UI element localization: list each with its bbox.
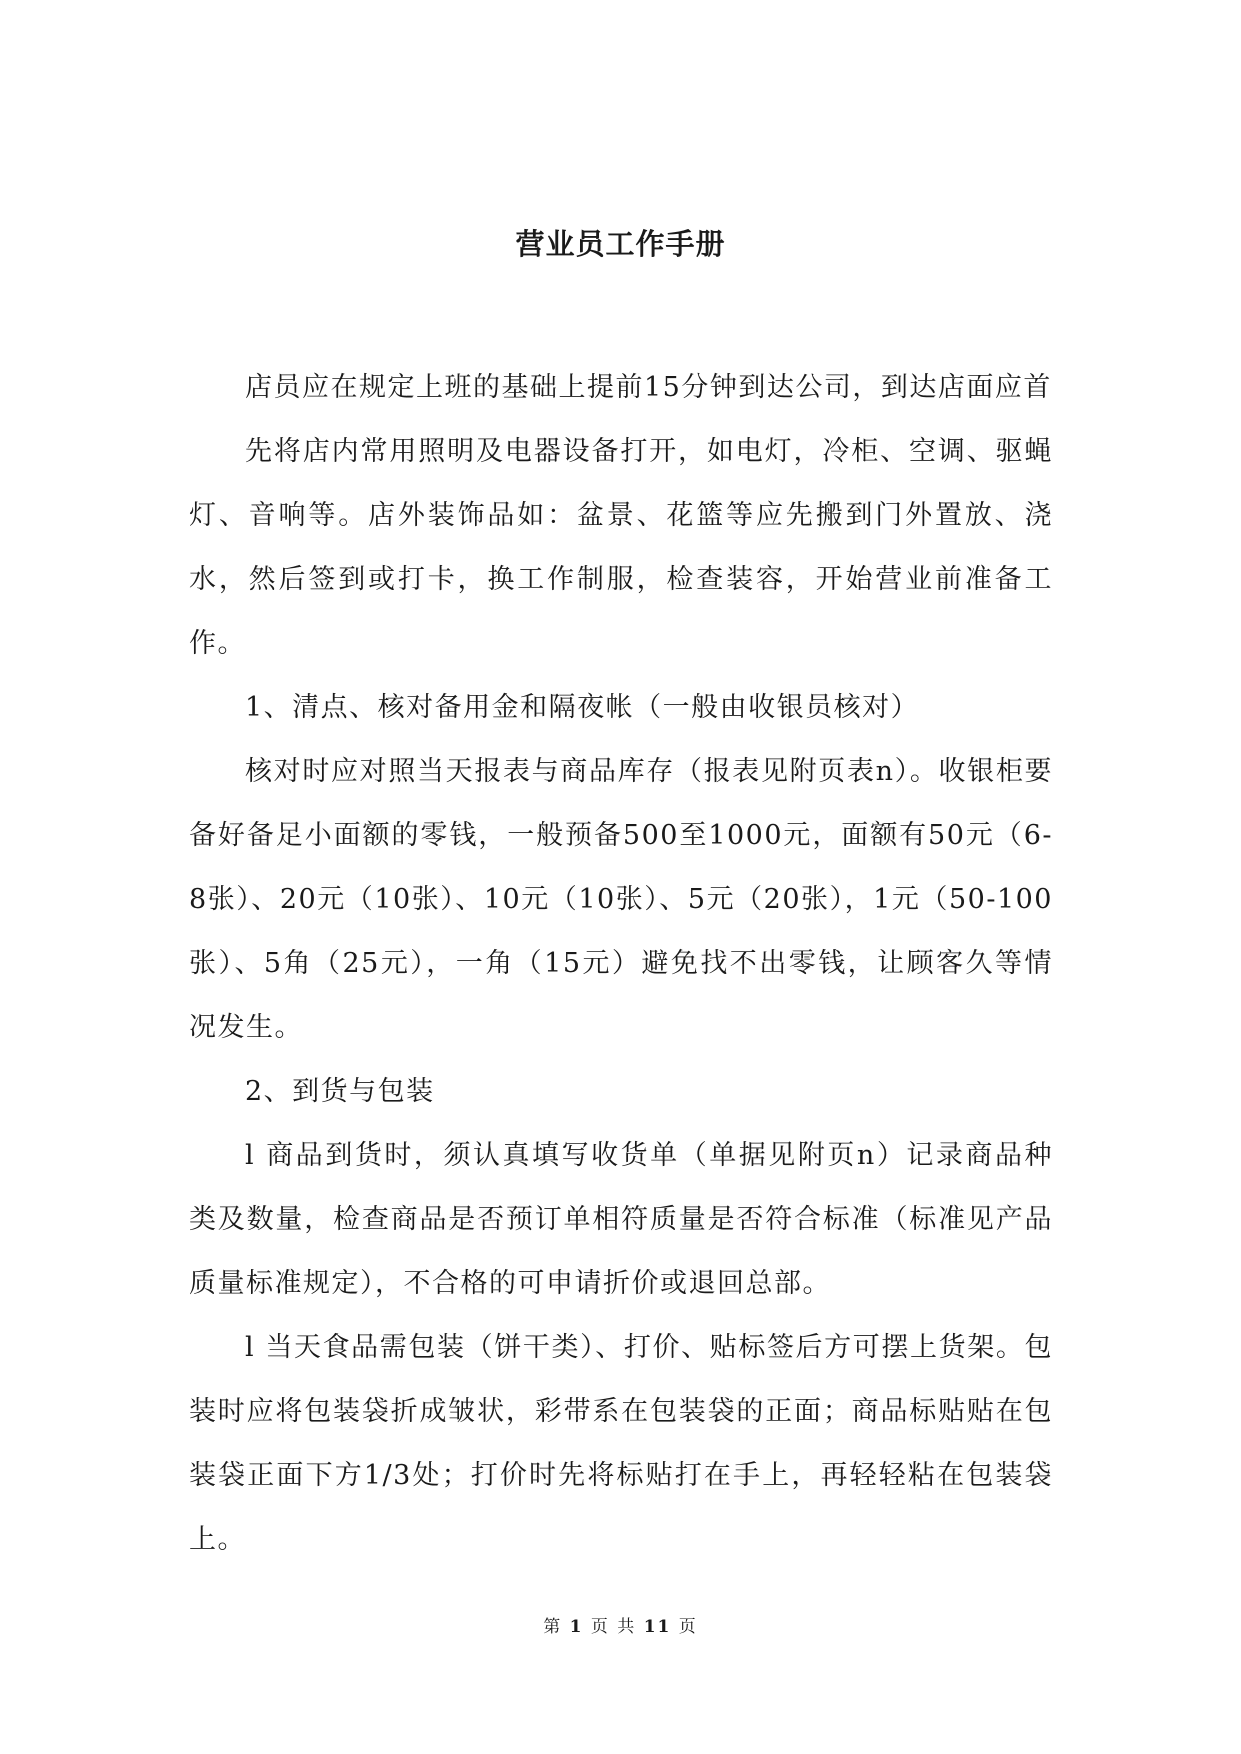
paragraph-packaging: l 当天食品需包装（饼干类）、打价、贴标签后方可摆上货架。包装时应将包装袋折成皱状，彩带系在包装袋的正面；商品标贴贴在包装袋正面下方1/3处；打价时先将标贴打在手上，再轻轻粘在包装袋上。: [189, 1332, 1053, 1555]
footer-total-pages: 11: [643, 1617, 672, 1637]
page-footer: [0, 1612, 1241, 1637]
section-heading-delivery: 2、到货与包装: [245, 1076, 435, 1107]
footer-current-page: 1: [569, 1617, 584, 1637]
document-title: 营业员工作手册: [515, 227, 726, 261]
document-body: [189, 356, 1053, 1572]
paragraph-arrival: 店员应在规定上班的基础上提前15分钟到达公司，到达店面应首: [245, 372, 1052, 403]
paragraph-opening-prep: 先将店内常用照明及电器设备打开，如电灯，冷柜、空调、驱蝇灯、音响等。店外装饰品如：盆景、花篮等应先搬到门外置放、浇水，然后签到或打卡，换工作制服，检查装容，开始营业前准备工作。: [189, 436, 1053, 659]
paragraph-cash-check: 核对时应对照当天报表与商品库存（报表见附页表n）。收银柜要备好备足小面额的零钱，一般预备500至1000元，面额有50元（6-8张）、20元（10张）、10元（10张）、5元（20张），1元（50-100张）、5角（25元），一角（15元）避免找不出零钱，让顾客久等情况发生。: [189, 756, 1053, 1043]
footer-suffix: 页: [678, 1617, 698, 1637]
paragraph-delivery-receipt: l 商品到货时，须认真填写收货单（单据见附页n）记录商品种类及数量，检查商品是否预订单相符质量是否符合标准（标准见产品质量标准规定），不合格的可申请折价或退回总部。: [189, 1140, 1053, 1299]
section-heading-cash-check: 1、清点、核对备用金和隔夜帐（一般由收银员核对）: [245, 692, 920, 723]
footer-prefix: 第: [543, 1617, 563, 1637]
footer-middle: 页 共: [590, 1617, 637, 1637]
